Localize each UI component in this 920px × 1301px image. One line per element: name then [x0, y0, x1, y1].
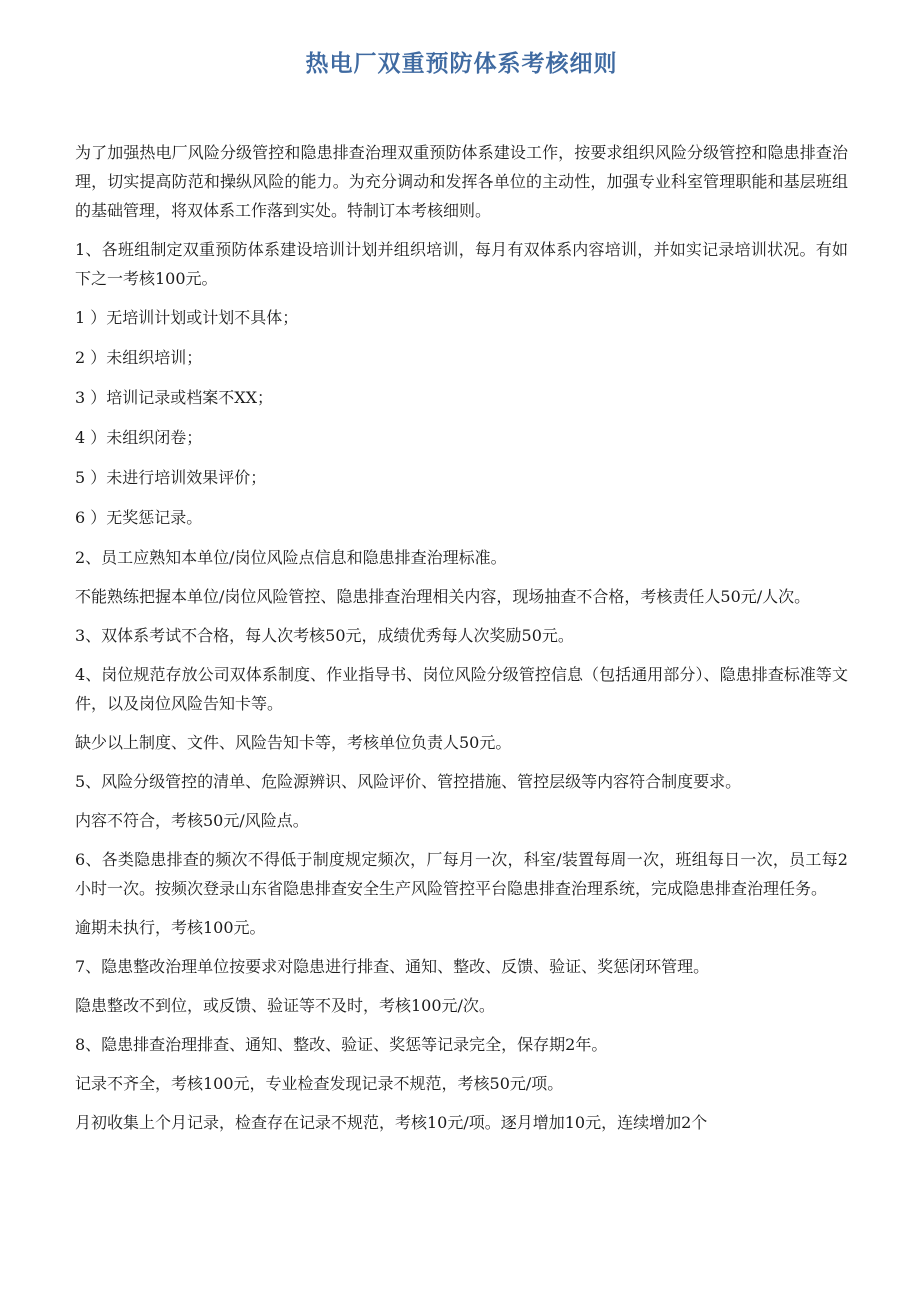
section-2-text: 2、员工应熟知本单位/岗位风险点信息和隐患排查治理标准。: [75, 548, 507, 567]
section-6-penalty: 逾期未执行，考核100元。: [75, 918, 266, 937]
list-item: 3 ）培训记录或档案不XX；: [75, 388, 274, 407]
list-item: 5 ）未进行培训效果评价；: [75, 468, 267, 487]
list-item: 6 ）无奖惩记录。: [75, 508, 203, 527]
section-4-penalty: 缺少以上制度、文件、风险告知卡等，考核单位负责人50元。: [75, 733, 512, 752]
intro-paragraph: 为了加强热电厂风险分级管控和隐患排查治理双重预防体系建设工作，按要求组织风险分级管控和隐患排查治理，切实提高防范和操纵风险的能力。为充分调动和发挥各单位的主动性，加强专业科室管理职能和基层班组的基础管理，将双体系工作落到实处。特制订本考核细则。: [75, 143, 848, 220]
section-3-text: 3、双体系考试不合格，每人次考核50元，成绩优秀每人次奖励50元。: [75, 626, 574, 645]
section-4-text: 4、岗位规范存放公司双体系制度、作业指导书、岗位风险分级管控信息（包括通用部分）、隐患排查标准等文件，以及岗位风险告知卡等。: [75, 665, 848, 713]
section-8-penalty: 记录不齐全，考核100元，专业检查发现记录不规范，考核50元/项。: [75, 1074, 564, 1093]
section-5-penalty: 内容不符合，考核50元/风险点。: [75, 811, 309, 830]
section-5-text: 5、风险分级管控的清单、危险源辨识、风险评价、管控措施、管控层级等内容符合制度要求。: [75, 772, 742, 791]
section-6-text: 6、各类隐患排查的频次不得低于制度规定频次，厂每月一次，科室/装置每周一次，班组每日一次，员工每2小时一次。按频次登录山东省隐患排查安全生产风险管控平台隐患排查治理系统，完成隐患排查治理任务。: [75, 850, 848, 898]
section-2-penalty: 不能熟练把握本单位/岗位风险管控、隐患排查治理相关内容，现场抽查不合格，考核责任人50元/人次。: [75, 587, 811, 606]
section-8-extra: 月初收集上个月记录，检查存在记录不规范，考核10元/项。逐月增加10元，连续增加2个: [75, 1113, 708, 1132]
document-title: 热电厂双重预防体系考核细则: [305, 50, 618, 77]
list-item: 2 ）未组织培训；: [75, 348, 203, 367]
list-item: 1 ）无培训计划或计划不具体；: [75, 308, 299, 327]
list-item: 4 ）未组织闭卷；: [75, 428, 203, 447]
section-7-text: 7、隐患整改治理单位按要求对隐患进行排查、通知、整改、反馈、验证、奖惩闭环管理。: [75, 957, 710, 976]
section-1-text: 1、各班组制定双重预防体系建设培训计划并组织培训，每月有双体系内容培训，并如实记录培训状况。有如下之一考核100元。: [75, 240, 848, 288]
section-7-penalty: 隐患整改不到位，或反馈、验证等不及时，考核100元/次。: [75, 996, 495, 1015]
section-8-text: 8、隐患排查治理排查、通知、整改、验证、奖惩等记录完全，保存期2年。: [75, 1035, 608, 1054]
